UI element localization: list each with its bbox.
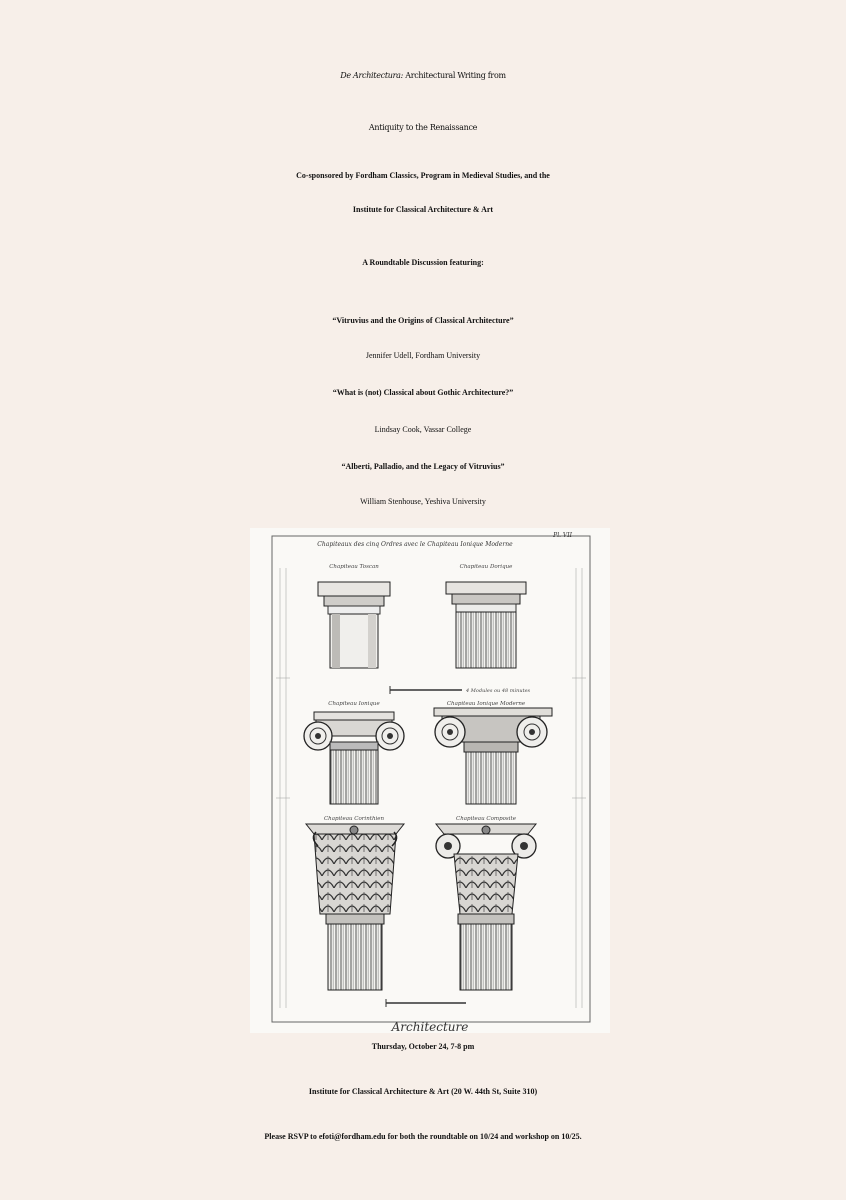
event-title-italic: De Architectura: [340,71,403,80]
rsvp-note: Please RSVP to efoti@fordham.edu for both the roundtable on 10/24 and workshop on 10/25. [264,1132,582,1141]
capital-caption: Chapiteau Toscan [329,564,379,570]
talk-title: “What is (not) Classical about Gothic Architecture?” [332,388,514,397]
capitals-engraving [250,528,610,1033]
talk-speaker: Lindsay Cook, Vassar College [374,425,472,434]
capital-caption: Chapiteau Dorique [459,564,513,570]
plate-footer: Architecture [391,1020,469,1033]
roundtable-heading: A Roundtable Discussion featuring: [362,258,484,267]
sponsors-line1: Co-sponsored by Fordham Classics, Program in Medieval Studies, and the [296,171,550,180]
plate-heading: Chapiteaux des cinq Ordres avec le Chapiteau Ionique Moderne [317,541,513,548]
scale-label: 4 Modules ou 48 minutes [466,688,531,694]
talk-title: “Alberti, Palladio, and the Legacy of Vitruvius” [341,462,505,471]
composite-capital [436,816,536,990]
talk-speaker: Jennifer Udell, Fordham University [365,351,481,360]
modern-ionic-capital [434,701,552,804]
capital-caption: Chapiteau Corinthien [323,816,385,822]
scale-bar [390,686,531,694]
capital-caption: Chapiteau Ionique Moderne [446,701,526,707]
talk-title: “Vitruvius and the Origins of Classical Architecture” [332,316,514,325]
scale-bar [386,999,466,1007]
event-title-line2: Antiquity to the Renaissance [368,123,478,132]
doric-capital [446,564,526,668]
event-datetime: Thursday, October 24, 7-8 pm [371,1042,475,1051]
event-title-line1: Architectural Writing from [405,71,506,80]
corinthian-capital [306,816,404,990]
tuscan-capital [318,564,390,668]
side-scale-lines [276,568,586,1008]
plate-frame [272,536,590,1022]
ionic-capital [304,701,404,804]
event-location: Institute for Classical Architecture & Art (20 W. 44th St, Suite 310) [308,1087,538,1096]
event-title [0,58,846,94]
capital-caption: Chapiteau Ionique [328,701,380,707]
talk-speaker: William Stenhouse, Yeshiva University [360,497,486,506]
capital-caption: Chapiteau Composite [456,816,516,822]
plate-number: Pl. VII [553,532,572,539]
sponsors-line2: Institute for Classical Architecture & Art [352,205,494,214]
